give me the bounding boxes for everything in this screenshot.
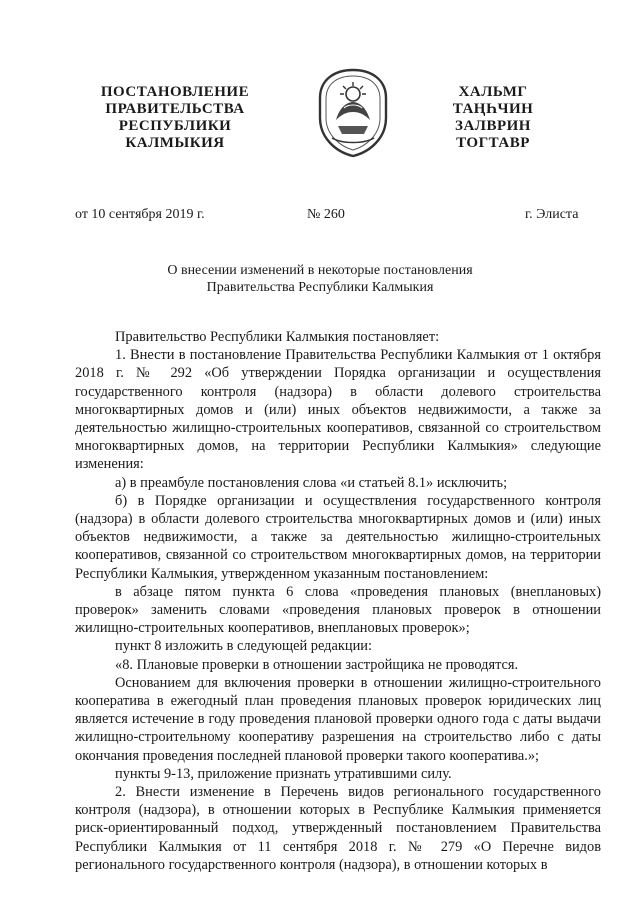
paragraph: в абзаце пятом пункта 6 слова «проведения плановых (внеплановых) проверок» заменить словами «проведения плановых проверок в отношении жилищно-строительных кооперативов, внеплановых проверок»; [75, 583, 601, 637]
header-right-line: ТАҢҺЧИН [452, 101, 534, 117]
paragraph: пункты 9-13, приложение признать утратившими силу. [115, 765, 452, 782]
header-right-line: ТОГТАВР [456, 135, 530, 151]
coat-of-arms-emblem-icon [314, 64, 392, 160]
paragraph: 2. Внести изменение в Перечень видов регионального государственного контроля (надзора), в отношении которых в Республике Калмыкия применяется риск-ориентированный подход, утвержденный постановлением Правительства Республики Калмыкия от 11 сентября 2018 г. № 279 «О Перечне видов регионального государственного контроля (надзора), в отношении которых в [75, 784, 601, 873]
paragraph: пункт 8 изложить в следующей редакции: [115, 638, 372, 655]
document-title [100, 262, 540, 296]
paragraph: «8. Плановые проверки в отношении застройщика не проводятся. [115, 656, 519, 673]
paragraph: Правительство Республики Калмыкия постановляет: [115, 329, 440, 345]
paragraph: 1. Внести в постановление Правительства Республики Калмыкия от 1 октября 2018 г. № 292 «Об утверждении Порядка организации и осуществления государственного контроля (надзора) в области долевого строительства многоквартирных домов и (или) иных объектов недвижимости, а также за деятельностью жилищно-строительных кооперативов, связанной со строительством многоквартирных домов, на территории Республики Калмыкия» следующие изменения: [75, 347, 601, 473]
document-date: от 10 сентября 2019 г. [75, 207, 205, 222]
paragraph: а) в преамбуле постановления слова «и статьей 8.1» исключить; [115, 474, 508, 491]
header-left-line: ПРАВИТЕЛЬСТВА [105, 101, 245, 117]
paragraph: Основанием для включения проверки в отношении жилищно-строительного кооператива в ежегодный план проведения плановых проверок юридических лиц является истечение в году проведения плановой проверки одного года с даты выдачи жилищно-строительному кооперативу разрешения на строительство либо с даты окончания проведения последней плановой проверки такого кооператива.»; [75, 674, 601, 764]
header-right-line: ХАЛЬМГ [458, 84, 528, 100]
header-left-line: КАЛМЫКИЯ [125, 135, 225, 151]
header-left-line: ПОСТАНОВЛЕНИЕ [100, 84, 250, 100]
header-left-line: РЕСПУБЛИКИ [118, 118, 232, 134]
header-right-line: ЗАЛВРИН [455, 118, 531, 134]
paragraph: б) в Порядке организации и осуществления государственного контроля (надзора) в области долевого строительства многоквартирных домов и (или) иных объектов недвижимости, а также за деятельностью жилищно-строительных кооперативов, связанной со строительством многоквартирных домов, на территории Республики Калмыкия, утвержденном указанным постановлением: [75, 492, 601, 582]
document-city: г. Элиста [525, 207, 579, 222]
title-line: Правительства Республики Калмыкия [206, 280, 434, 295]
header-right-title [448, 84, 538, 152]
title-line: О внесении изменений в некоторые постановления [167, 263, 473, 278]
document-number: № 260 [307, 207, 345, 222]
header-left-title [100, 84, 250, 152]
document-body [75, 328, 601, 874]
